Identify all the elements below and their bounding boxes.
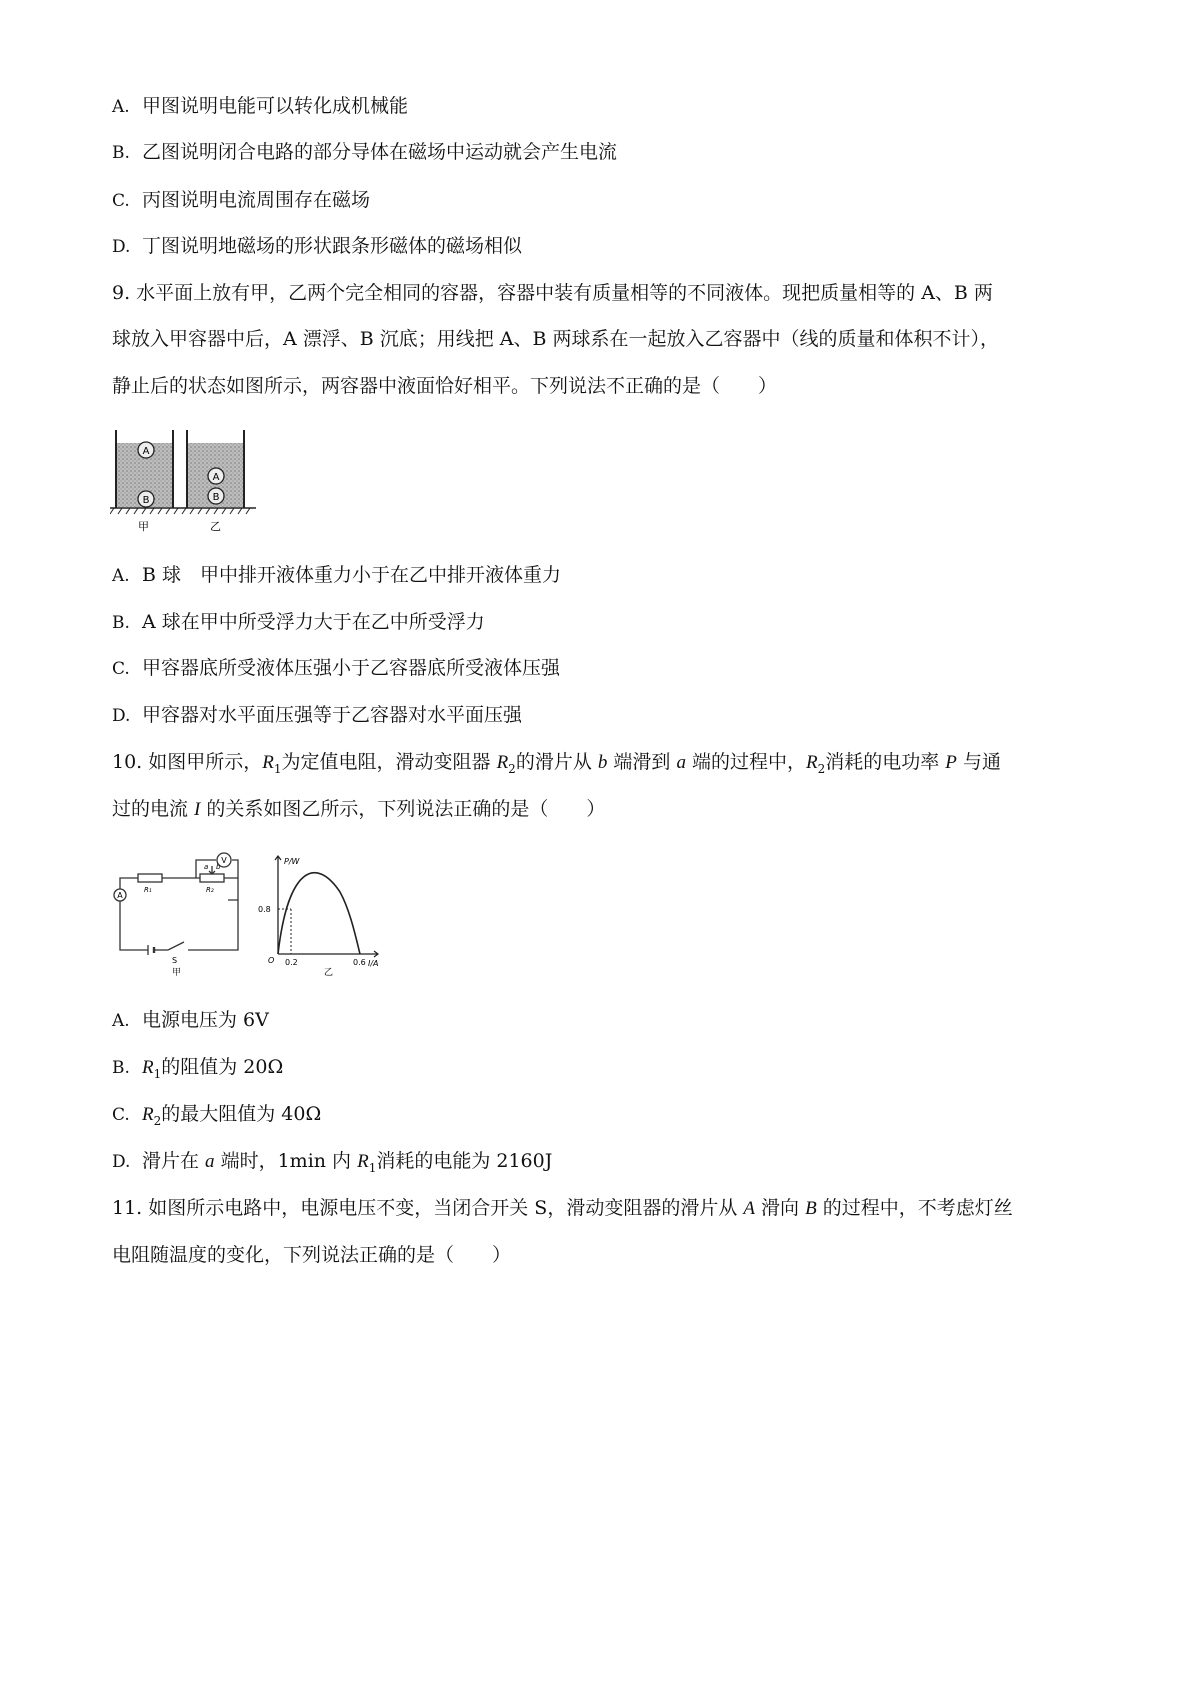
q11-stem-line-2: 电阻随温度的变化，下列说法正确的是（ ） — [112, 1244, 512, 1266]
var-r: R — [262, 752, 274, 773]
option-letter: D. — [112, 706, 131, 726]
ground-hatching — [110, 508, 256, 514]
slider-b-label: b — [216, 863, 221, 871]
var-r: R — [142, 1057, 154, 1078]
option-letter: D. — [112, 237, 131, 257]
text-run: 滑片在 — [142, 1150, 206, 1172]
q9-stem-line-1: 9. 水平面上放有甲，乙两个完全相同的容器，容器中装有质量相等的不同液体。现把质量相等的 A、B 两 — [112, 282, 993, 304]
text-run: 消耗的电功率 — [825, 751, 946, 773]
option-letter: D. — [112, 1152, 131, 1172]
var-b: b — [597, 752, 608, 773]
var-a: a — [676, 752, 686, 773]
var-r: R — [357, 1151, 369, 1172]
var-r: R — [496, 752, 509, 773]
text-run: 端的过程中， — [685, 751, 806, 773]
option-letter: B. — [112, 143, 130, 163]
option-text: 乙图说明闭合电路的部分导体在磁场中运动就会产生电流 — [142, 141, 618, 163]
graph-caption: 乙 — [324, 968, 334, 977]
circuit-diagram — [120, 860, 238, 955]
q8-option-d — [112, 234, 522, 259]
q11-stem-line-1 — [112, 1196, 1013, 1221]
circuit-caption: 甲 — [172, 968, 182, 977]
caption-yi: 乙 — [210, 520, 221, 533]
voltmeter-label: V — [221, 856, 227, 865]
var-r: R — [806, 752, 818, 773]
var-b: B — [805, 1198, 817, 1219]
option-text: 甲图说明电能可以转化成机械能 — [142, 95, 409, 117]
power-curve — [278, 873, 360, 954]
q9-stem-line-3: 静止后的状态如图所示，两容器中液面恰好相平。下列说法不正确的是（ ） — [112, 375, 778, 397]
text-run: 的过程中，不考虑灯丝 — [816, 1197, 1013, 1219]
q9-option-c — [112, 656, 560, 681]
q9-stem-line-2: 球放入甲容器中后，A 漂浮、B 沉底；用线把 A、B 两球系在一起放入乙容器中（线的质量和体积不计）， — [112, 328, 1000, 350]
option-text: 电源电压为 6V — [142, 1009, 269, 1031]
text-run: 滑向 — [754, 1197, 806, 1219]
option-text: 丁图说明地磁场的形状跟条形磁体的磁场相似 — [142, 235, 523, 257]
ball-a-label: A — [212, 472, 220, 483]
ball-a-label: A — [142, 446, 150, 457]
subscript: 1 — [153, 1066, 162, 1081]
option-letter: A. — [112, 1011, 130, 1031]
option-text: 消耗的电能为 2160J — [376, 1150, 553, 1172]
var-r: R — [142, 1104, 154, 1125]
text-run: 过的电流 — [112, 798, 195, 820]
option-text: A 球在甲中所受浮力大于在乙中所受浮力 — [142, 611, 485, 633]
ball-b-label: B — [142, 495, 150, 506]
p-i-graph — [275, 856, 378, 957]
var-p: P — [945, 752, 957, 773]
q10-stem-line-1 — [112, 750, 1001, 775]
caption-jia: 甲 — [138, 520, 149, 533]
subscript: 1 — [368, 1160, 377, 1175]
option-letter: C. — [112, 659, 130, 679]
text-run: 与通 — [956, 751, 1001, 773]
q10-option-b — [112, 1055, 283, 1080]
var-i: I — [194, 799, 201, 820]
option-text: B 球 甲中排开液体重力小于在乙中排开液体重力 — [142, 564, 562, 586]
option-letter: C. — [112, 191, 130, 211]
option-text: 的阻值为 20Ω — [161, 1056, 284, 1078]
q9-containers-figure — [110, 430, 260, 540]
q8-option-c — [112, 188, 370, 213]
q10-option-c — [112, 1102, 321, 1127]
option-text: 的最大阻值为 40Ω — [161, 1103, 322, 1125]
subscript: 2 — [508, 761, 516, 776]
container-jia — [116, 430, 173, 508]
ammeter-label: A — [117, 891, 123, 900]
text-run: 端滑到 — [607, 751, 677, 773]
var-a: a — [205, 1151, 215, 1172]
q10-option-a — [112, 1008, 269, 1033]
option-letter: A. — [112, 566, 130, 586]
q10-stem-line-2 — [112, 797, 605, 822]
graph-xlabel: I/A — [368, 959, 379, 968]
subscript: 2 — [153, 1113, 162, 1128]
q9-option-a — [112, 563, 561, 588]
option-text: 甲容器底所受液体压强小于乙容器底所受液体压强 — [142, 657, 561, 679]
text-run: 10. 如图甲所示， — [112, 751, 263, 773]
r1-label: R₁ — [144, 886, 152, 894]
graph-origin: O — [268, 956, 275, 965]
text-run: 的关系如图乙所示，下列说法正确的是（ ） — [200, 798, 606, 820]
q9-option-b — [112, 610, 485, 635]
text-run: 端时，1min 内 — [214, 1150, 358, 1172]
text-run: 为定值电阻，滑动变阻器 — [281, 751, 497, 773]
q8-option-b — [112, 140, 617, 165]
switch-label: S — [172, 956, 178, 965]
subscript: 2 — [817, 761, 826, 776]
option-letter: B. — [112, 1058, 130, 1078]
q9-option-d — [112, 703, 522, 728]
q10-option-d — [112, 1149, 552, 1174]
option-letter: A. — [112, 97, 130, 117]
var-a: A — [743, 1198, 755, 1219]
graph-x-tick-2: 0.6 — [353, 958, 366, 967]
ball-b-label: B — [212, 492, 220, 503]
option-text: 甲容器对水平面压强等于乙容器对水平面压强 — [142, 704, 523, 726]
q8-option-a — [112, 94, 408, 119]
option-text: 丙图说明电流周围存在磁场 — [142, 189, 371, 211]
text-run: 11. 如图所示电路中，电源电压不变，当闭合开关 S，滑动变阻器的滑片从 — [112, 1197, 744, 1219]
q10-figure — [108, 852, 398, 977]
option-letter: B. — [112, 613, 130, 633]
container-yi — [187, 430, 244, 508]
text-run: 的滑片从 — [515, 751, 598, 773]
graph-ylabel: P/W — [284, 857, 300, 866]
graph-x-tick-1: 0.2 — [285, 958, 298, 967]
subscript: 1 — [273, 761, 282, 776]
option-letter: C. — [112, 1105, 130, 1125]
graph-y-tick: 0.8 — [258, 905, 271, 914]
slider-a-label: a — [204, 863, 209, 871]
r2-label: R₂ — [206, 886, 214, 894]
